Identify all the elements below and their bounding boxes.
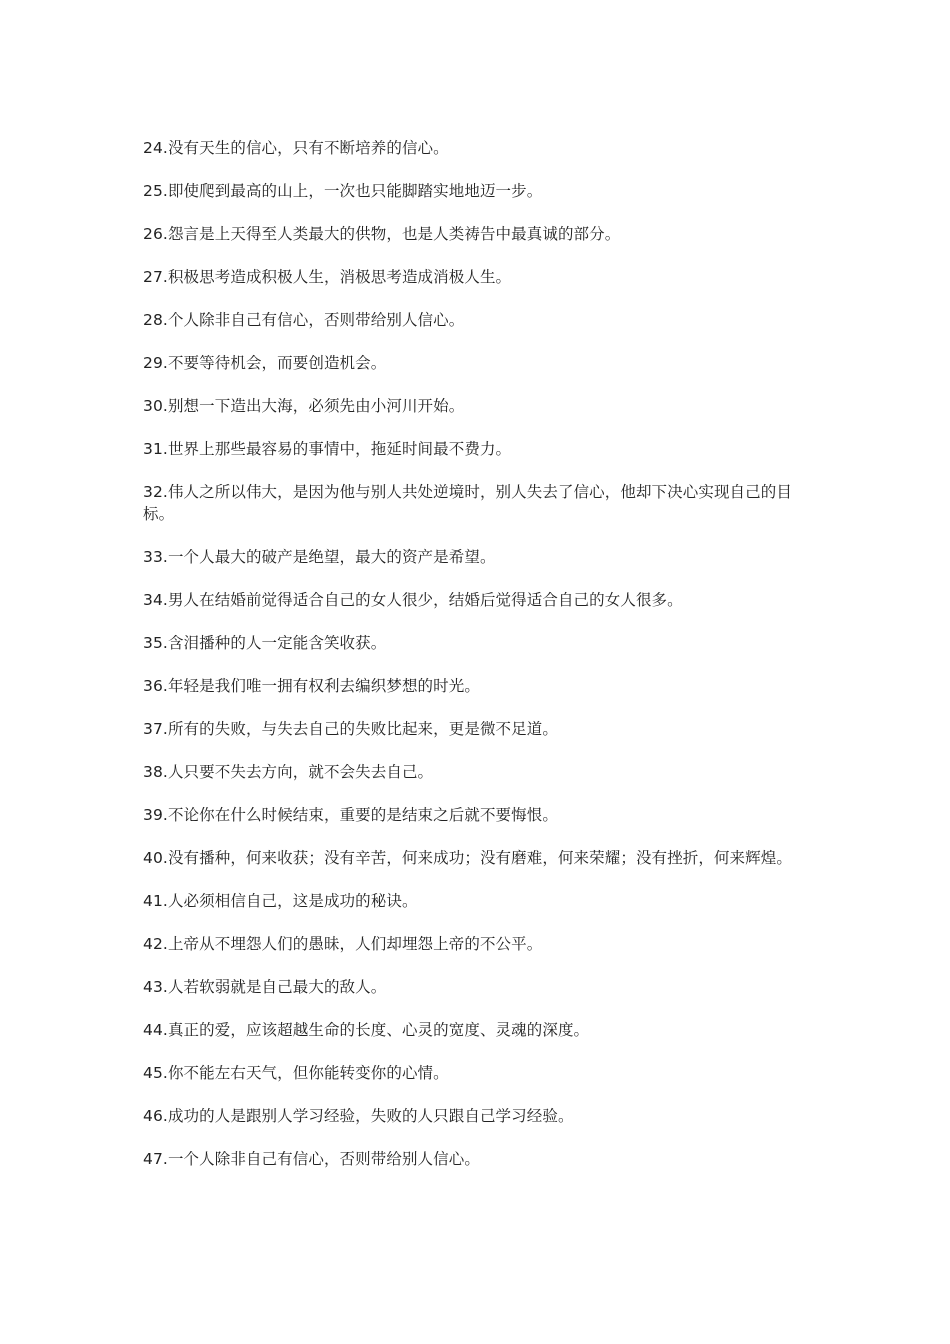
quote-list [143,137,811,1191]
quote-44: 44.真正的爱，应该超越生命的长度、心灵的宽度、灵魂的深度。 [143,1021,590,1039]
quote-38: 38.人只要不失去方向，就不会失去自己。 [143,763,434,781]
quote-42: 42.上帝从不埋怨人们的愚昧，人们却埋怨上帝的不公平。 [143,935,543,953]
quote-25: 25.即使爬到最高的山上，一次也只能脚踏实地地迈一步。 [143,182,543,200]
quote-40: 40.没有播种，何来收获；没有辛苦，何来成功；没有磨难，何来荣耀；没有挫折，何来辉煌。 [143,849,792,867]
quote-26: 26.怨言是上天得至人类最大的供物，也是人类祷告中最真诚的部分。 [143,225,621,243]
quote-39: 39.不论你在什么时候结束，重要的是结束之后就不要悔恨。 [143,806,558,824]
quote-47: 47.一个人除非自己有信心，否则带给别人信心。 [143,1150,480,1168]
quote-30: 30.别想一下造出大海，必须先由小河川开始。 [143,397,465,415]
quote-33: 33.一个人最大的破产是绝望，最大的资产是希望。 [143,548,496,566]
quote-45: 45.你不能左右天气，但你能转变你的心情。 [143,1064,449,1082]
quote-28: 28.个人除非自己有信心，否则带给别人信心。 [143,311,465,329]
quote-36: 36.年轻是我们唯一拥有权利去编织梦想的时光。 [143,677,480,695]
quote-29: 29.不要等待机会，而要创造机会。 [143,354,387,372]
quote-43: 43.人若软弱就是自己最大的敌人。 [143,978,387,996]
quote-46: 46.成功的人是跟别人学习经验，失败的人只跟自己学习经验。 [143,1107,574,1125]
quote-32: 32.伟人之所以伟大，是因为他与别人共处逆境时，别人失去了信心，他却下决心实现自己的目标。 [143,483,792,523]
quote-24: 24.没有天生的信心，只有不断培养的信心。 [143,139,449,157]
quote-34: 34.男人在结婚前觉得适合自己的女人很少，结婚后觉得适合自己的女人很多。 [143,591,683,609]
quote-27: 27.积极思考造成积极人生，消极思考造成消极人生。 [143,268,512,286]
quote-31: 31.世界上那些最容易的事情中，拖延时间最不费力。 [143,440,512,458]
quote-35: 35.含泪播种的人一定能含笑收获。 [143,634,387,652]
quote-37: 37.所有的失败，与失去自己的失败比起来，更是微不足道。 [143,720,558,738]
quote-41: 41.人必须相信自己，这是成功的秘诀。 [143,892,418,910]
